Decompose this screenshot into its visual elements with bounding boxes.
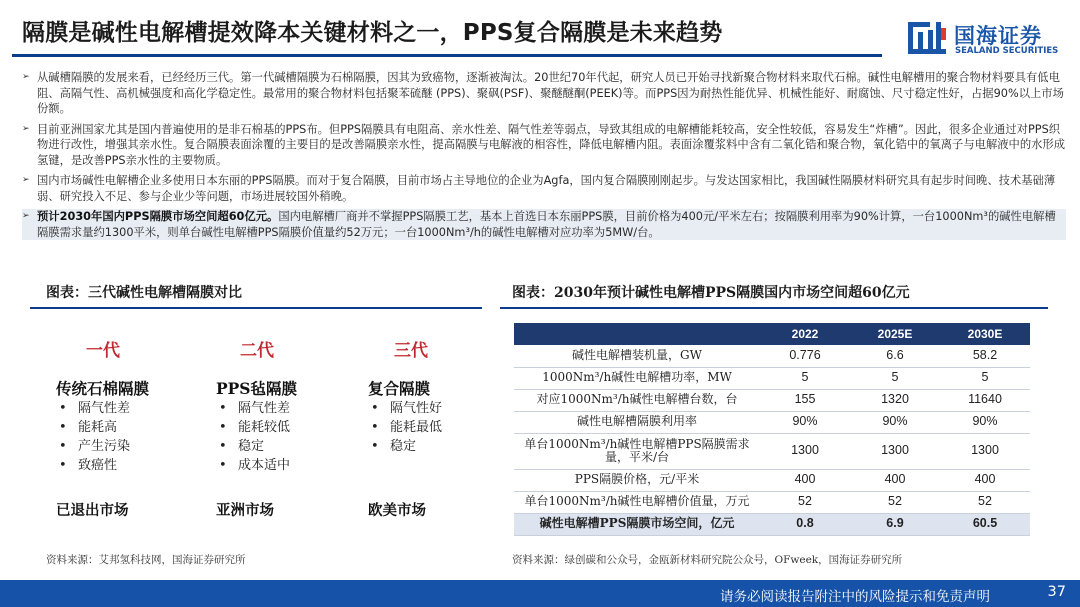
gen3-point: • 隔气性好: [368, 399, 442, 418]
row-value: 5: [850, 367, 940, 389]
table-body: [514, 345, 1030, 535]
column-header: 2030E: [940, 323, 1030, 345]
row-value: 11640: [940, 389, 1030, 411]
row-value: 5: [760, 367, 850, 389]
row-value: 0.8: [760, 513, 850, 535]
table-row: [514, 367, 1030, 389]
market-size-table: [514, 323, 1030, 536]
row-value: 52: [850, 491, 940, 513]
gen1-point: • 致癌性: [56, 456, 130, 475]
table-row: [514, 389, 1030, 411]
gen3-label: 三代: [394, 341, 428, 361]
row-value: 1300: [850, 433, 940, 469]
row-value: 6.6: [850, 345, 940, 367]
table-row: [514, 491, 1030, 513]
row-label: 碱性电解槽PPS隔膜市场空间，亿元: [514, 513, 760, 535]
gen2-market: 亚洲市场: [216, 502, 274, 519]
gen1-point: • 隔气性差: [56, 399, 130, 418]
row-value: 6.9: [850, 513, 940, 535]
gen2-point: • 隔气性差: [216, 399, 290, 418]
bullet-item-highlight: [22, 209, 1066, 240]
gen1-points: [56, 399, 130, 475]
row-value: 0.776: [760, 345, 850, 367]
row-label: 1000Nm³/h碱性电解槽功率，MW: [514, 367, 760, 389]
row-value: 90%: [940, 411, 1030, 433]
right-caption-rule: [500, 307, 1048, 309]
gen3-name: 复合隔膜: [368, 379, 431, 398]
gen1-label: 一代: [86, 341, 120, 361]
company-logo: [906, 18, 1066, 62]
row-value: 5: [940, 367, 1030, 389]
gen2-points: [216, 399, 290, 475]
bullet-text: 从碱槽隔膜的发展来看，已经经历三代。第一代碱槽隔膜为石棉隔膜，因其为致癌物，逐渐被淘汰。20世纪70年代起，研究人员已开始寻找新聚合物材料来取代石棉。碱性电解槽用的聚合物材料要具有低电阻、高隔气性、高机械强度和高化学稳定性。最常用的聚合物材料包括聚苯硫醚 (PPS)、聚砜(PSF)、聚醚醚酮(PEEK)等。而PPS因为耐热性能优异、机械性能好、耐腐蚀、尺寸稳定性好，占据90%以上市场份额。: [37, 71, 1064, 115]
gen1-point: • 产生污染: [56, 437, 130, 456]
bullet-item: [22, 70, 1066, 117]
arrow-bullet-icon: ➢: [22, 175, 30, 185]
gen1-point: • 能耗高: [56, 418, 130, 437]
bullet-text: 国内市场碱性电解槽企业多使用日本东丽的PPS隔膜。而对于复合隔膜，目前市场占主导地位的企业为Agfa，国内复合隔膜刚刚起步。与发达国家相比，我国碱性隔膜材料研究具有起步时间晚、技术基础薄弱、研究投入不足、参与企业少等问题，市场进展较国外稍晚。: [37, 174, 1056, 203]
table-row: [514, 411, 1030, 433]
gen2-point: • 成本适中: [216, 456, 290, 475]
column-header: [514, 323, 760, 345]
gen2-name: PPS毡隔膜: [216, 379, 298, 398]
gen3-points: [368, 399, 442, 456]
row-value: 58.2: [940, 345, 1030, 367]
row-value: 400: [760, 469, 850, 491]
row-value: 1300: [940, 433, 1030, 469]
right-source-note: 资料来源：绿创碳和公众号，金瓯新材料研究院公众号，OFweek，国海证券研究所: [512, 554, 903, 566]
gen3-point: • 稳定: [368, 437, 442, 456]
bullet-text: 国内电解槽厂商并不掌握PPS隔膜工艺，基本上首选日本东丽PPS膜，目前价格为400元/平米左右；按隔膜利用率为90%计算，一台1000Nm³的碱性电解槽隔膜需求量约1300平米，则单台碱性电解槽PPS隔膜价值量约52万元；一台1000Nm³/h的碱性电解槽对应功率为5MW/台。: [37, 210, 1056, 239]
row-value: 90%: [760, 411, 850, 433]
row-value: 1300: [760, 433, 850, 469]
arrow-bullet-icon: ➢: [22, 211, 30, 221]
table-header-row: [514, 323, 1030, 345]
row-label: PPS隔膜价格，元/平米: [514, 469, 760, 491]
page-title: 隔膜是碱性电解槽提效降本关键材料之一，PPS复合隔膜是未来趋势: [22, 20, 723, 46]
title-underline: [12, 54, 882, 57]
bullet-list: [22, 70, 1066, 245]
row-value: 52: [760, 491, 850, 513]
table-row: [514, 469, 1030, 491]
footer-bar: [0, 580, 1080, 607]
row-value: 90%: [850, 411, 940, 433]
slide-header: [0, 0, 1080, 60]
row-label: 碱性电解槽装机量，GW: [514, 345, 760, 367]
gen1-market: 已退出市场: [56, 502, 129, 519]
arrow-bullet-icon: ➢: [22, 123, 30, 134]
table-row: [514, 345, 1030, 367]
left-source-note: 资料来源：艾邦氢科技网，国海证券研究所: [46, 554, 246, 566]
bullet-lead: 预计2030年国内PPS隔膜市场空间超60亿元。: [37, 210, 279, 223]
logo-english-name: SEALAND SECURITIES: [955, 46, 1059, 56]
row-label: 单台1000Nm³/h碱性电解槽价值量，万元: [514, 491, 760, 513]
bullet-item: [22, 122, 1066, 169]
arrow-bullet-icon: ➢: [22, 72, 30, 82]
table-total-row: [514, 513, 1030, 535]
gen1-name: 传统石棉隔膜: [56, 379, 150, 398]
row-value: 155: [760, 389, 850, 411]
column-header: 2025E: [850, 323, 940, 345]
row-value: 60.5: [940, 513, 1030, 535]
row-value: 400: [940, 469, 1030, 491]
footer-disclaimer: 请务必阅读报告附注中的风险提示和免责声明: [720, 589, 990, 605]
gen2-point: • 能耗较低: [216, 418, 290, 437]
bullet-text: 目前亚洲国家尤其是国内普遍使用的是非石棉基的PPS布。但PPS隔膜具有电阻高、亲水性差、隔气性差等弱点，导致其组成的电解槽能耗较高，安全性较低，容易发生“炸槽”。因此，很多企业通过对PPS织物进行改性，增强其亲水性。复合隔膜表面涂覆的主要目的是改善隔膜亲水性，提高隔膜与电解液的相容性，降低电解槽内阻。表面涂覆浆料中含有二氧化锆和聚合物，氧化锆中的氧离子与电解液中的水形成氢键，是改善PPS亲水性的主要物质。: [37, 122, 1066, 167]
row-label: 对应1000Nm³/h碱性电解槽台数，台: [514, 389, 760, 411]
table-row: [514, 433, 1030, 469]
right-figure-caption: 图表：2030年预计碱性电解槽PPS隔膜国内市场空间超60亿元: [512, 285, 910, 301]
gen2-point: • 稳定: [216, 437, 290, 456]
logo-chinese-name: 国海证券: [954, 24, 1042, 48]
bullet-item: [22, 173, 1066, 204]
row-label: 碱性电解槽隔膜利用率: [514, 411, 760, 433]
left-caption-rule: [30, 307, 482, 309]
row-value: 1320: [850, 389, 940, 411]
row-value: 400: [850, 469, 940, 491]
gen3-point: • 能耗最低: [368, 418, 442, 437]
left-figure-caption: 图表：三代碱性电解槽隔膜对比: [46, 285, 242, 301]
page-number: 37: [1047, 584, 1066, 600]
sealand-logo-icon: [906, 18, 950, 58]
gen3-market: 欧美市场: [368, 502, 426, 519]
row-label: 单台1000Nm³/h碱性电解槽PPS隔膜需求量，平米/台: [514, 433, 760, 469]
row-value: 52: [940, 491, 1030, 513]
gen2-label: 二代: [240, 341, 274, 361]
column-header: 2022: [760, 323, 850, 345]
